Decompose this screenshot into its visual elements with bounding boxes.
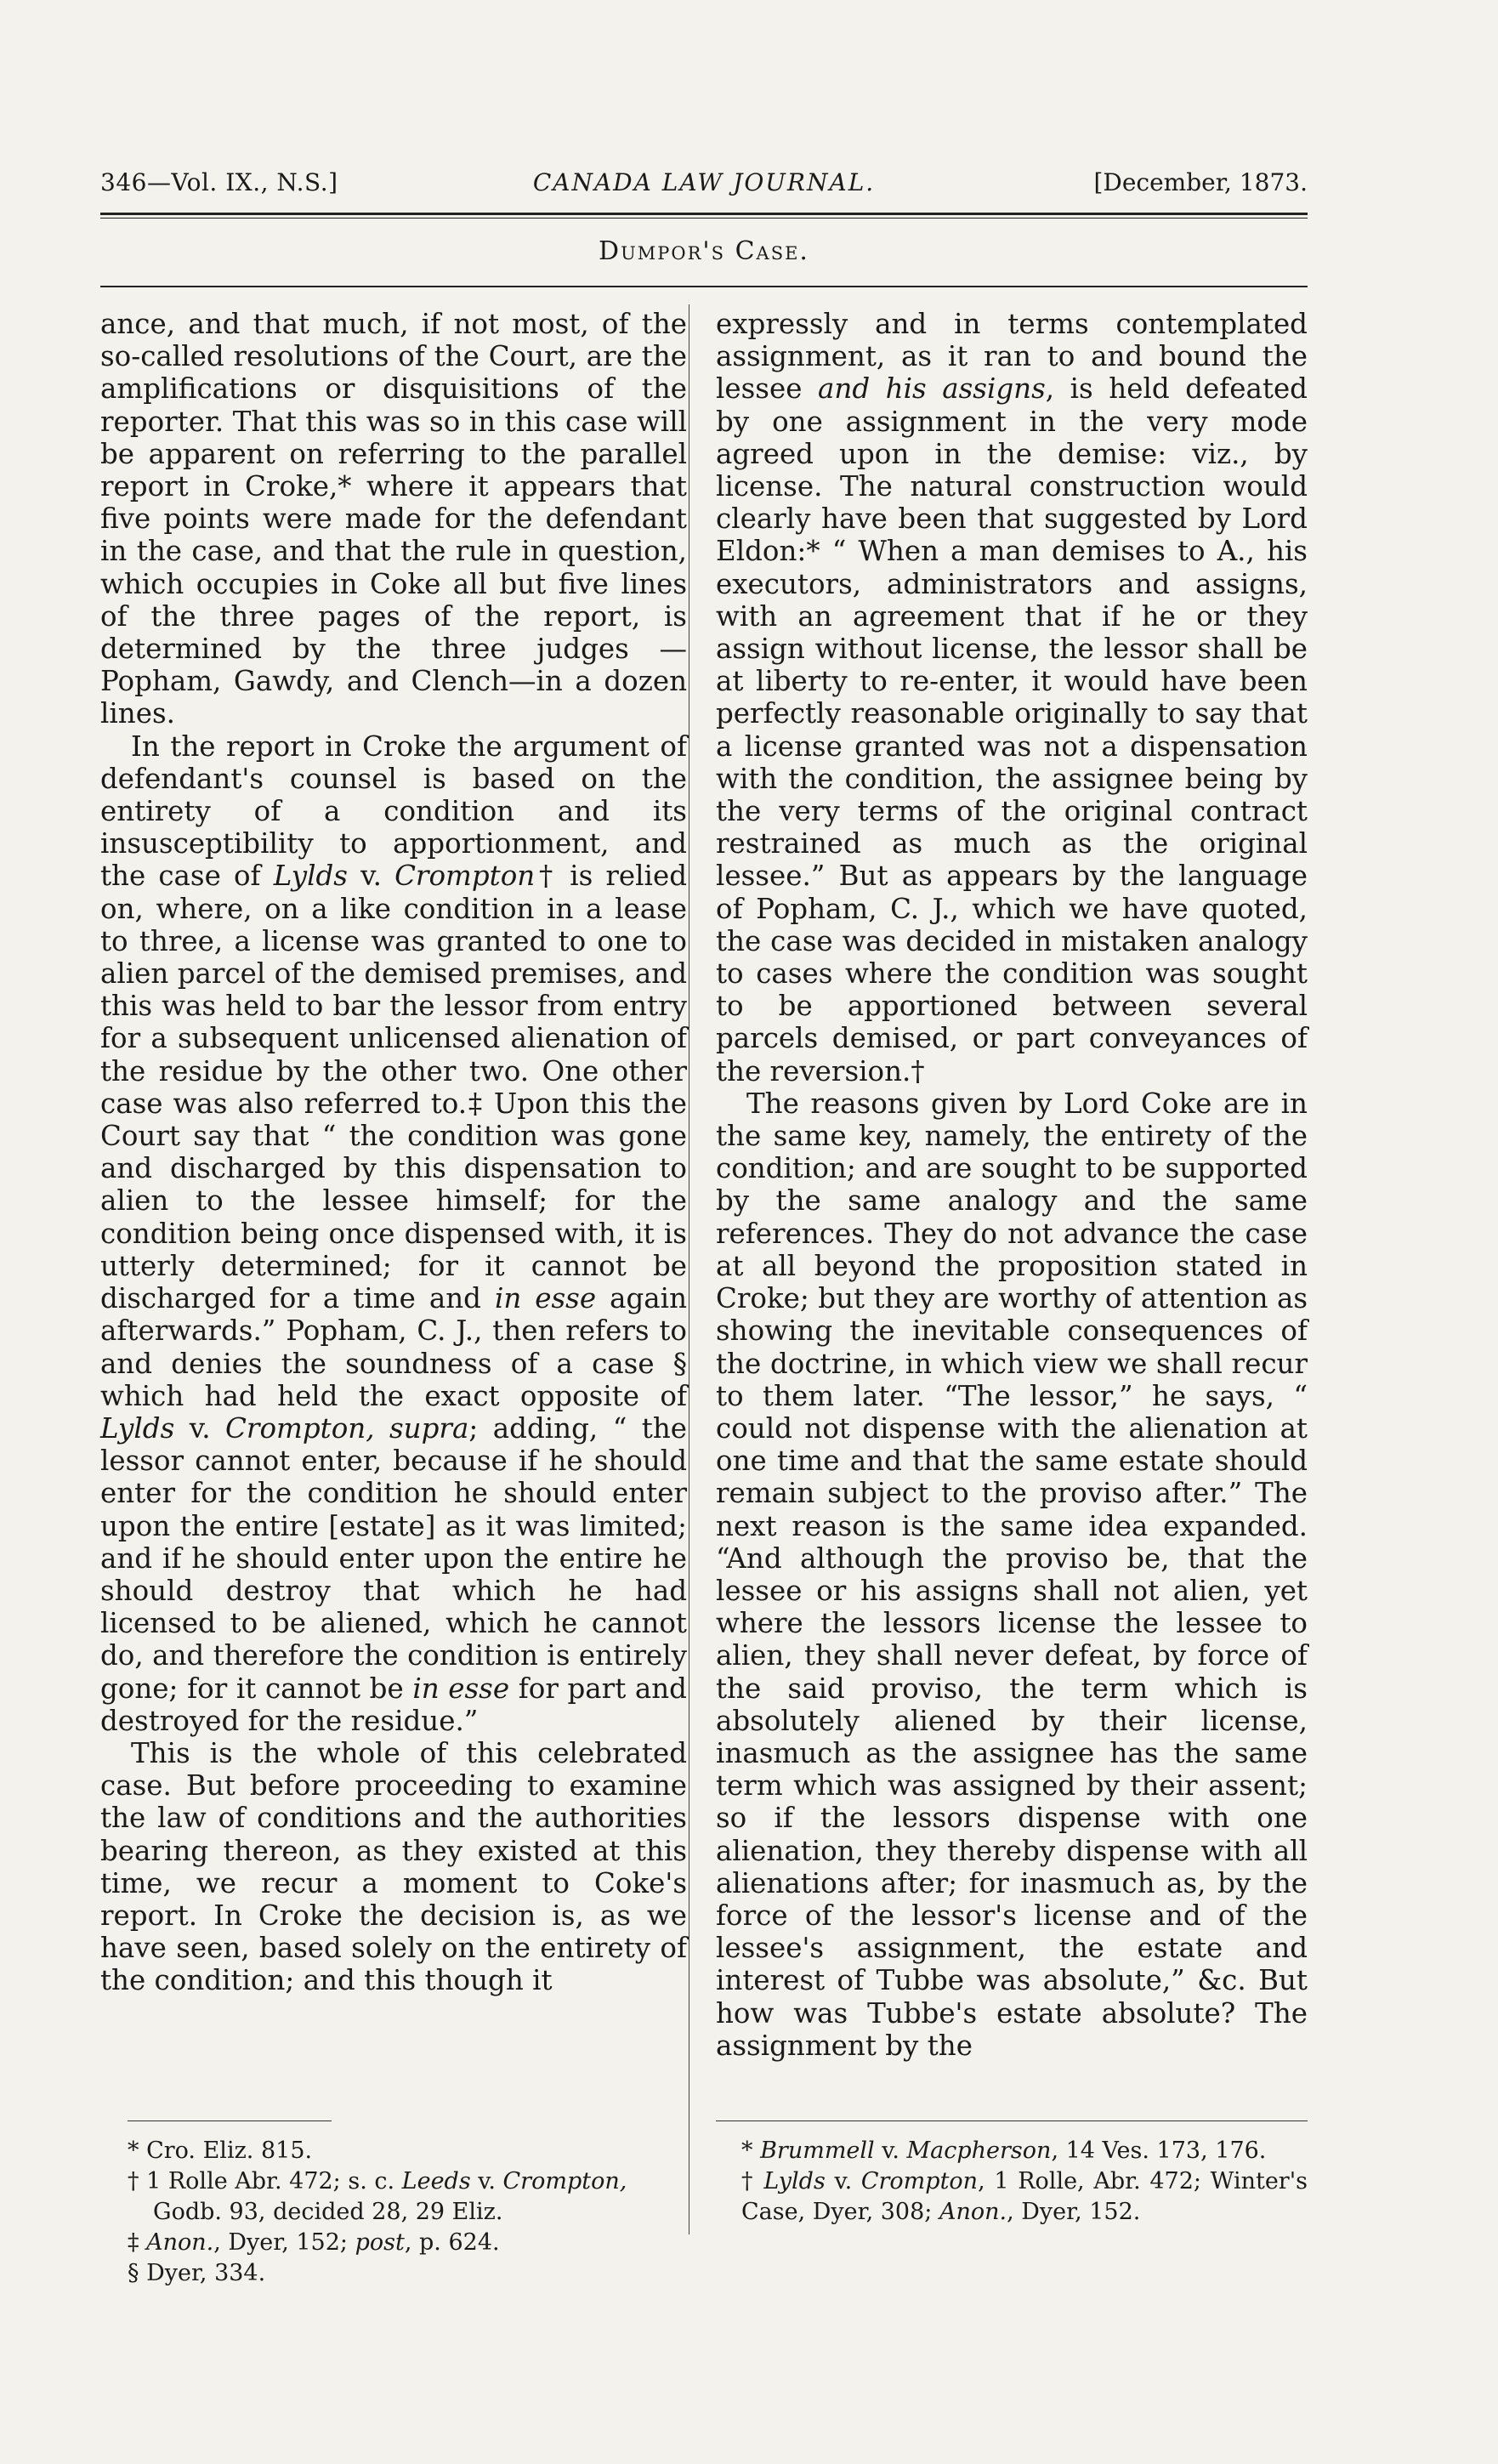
left-column <box>100 308 687 1997</box>
footnote: ‡ Anon., Dyer, 152; post, p. 624. <box>128 2229 500 2256</box>
footnote: † 1 Rolle Abr. 472; s. c. Leeds v. Crompton, Godb. 93, decided 28, 29 Eliz. <box>128 2168 627 2225</box>
running-header <box>100 168 1308 202</box>
header-rule-thick <box>100 213 1308 215</box>
footnote: * Brummell v. Macpherson, 14 Ves. 173, 176. <box>741 2138 1267 2164</box>
header-rule-thin <box>100 218 1308 219</box>
footnote: § Dyer, 334. <box>128 2260 266 2286</box>
issue-date: [December, 1873. <box>1093 168 1308 196</box>
footnotes-right <box>741 2136 1308 2228</box>
right-column <box>716 308 1308 2062</box>
journal-title: CANADA LAW JOURNAL. <box>532 168 876 196</box>
right-paragraph-1: expressly and in terms contemplated assignment, as it ran to and bound the lessee and his assigns, is held defeated by one assignment in the very mode agreed upon in the demise: viz., by license. The natural construction would clearly have been that suggested by Lord Eldon:* “ When a man demises to A., his executors, administrators and assigns, with an agreement that if he or they assign without license, the lessor shall be at liberty to re-enter, it would have been perfectly reasonable originally to say that a license granted was not a dispensation with the condition, the assignee being by the very terms of the original contract restrained as much as the original lessee.” But as appears by the language of Popham, C. J., which we have quoted, the case was decided in mistaken analogy to cases where the condition was sought to be apportioned between several parcels demised, or part conveyances of the reversion.† <box>716 308 1308 1087</box>
left-paragraph-1: ance, and that much, if not most, of the so-called resolutions of the Court, are the amplifications or disquisitions of the reporter. That this was so in this case will be apparent on referring to the parallel report in Croke,* where it appears that five points were made for the defendant in the case, and that the rule in question, which occupies in Coke all but five lines of the three pages of the report, is determined by the three judges —Popham, Gawdy, and Clench—in a dozen lines. <box>100 308 687 730</box>
page-reference: 346—Vol. IX., N.S.] <box>100 168 338 196</box>
footnote: † Lylds v. Crompton, 1 Rolle, Abr. 472; Winter's Case, Dyer, 308; Anon., Dyer, 152. <box>741 2168 1308 2225</box>
right-paragraph-2: The reasons given by Lord Coke are in the same key, namely, the entirety of the condition; and are sought to be supported by the same analogy and the same references. They do not advance the case at all beyond the proposition stated in Croke; but they are worthy of attention as showing the inevitable consequences of the doctrine, in which view we shall recur to them later. “The lessor,” he says, “ could not dispense with the alienation at one time and that the same estate should remain subject to the proviso after.” The next reason is the same idea expanded. “And although the proviso be, that the lessee or his assigns shall not alien, yet where the lessors license the lessee to alien, they shall never defeat, by force of the said proviso, the term which is absolutely aliened by their license, inasmuch as the assignee has the same term which was assigned by their assent; so if the lessors dispense with one alienation, they thereby dispense with all alienations after; for inasmuch as, by the force of the lessor's license and of the lessee's assignment, the estate and interest of Tubbe was absolute,” &c. But how was Tubbe's estate absolute? The assignment by the <box>716 1087 1308 2062</box>
section-rule <box>100 286 1308 287</box>
footnote: * Cro. Eliz. 815. <box>128 2138 313 2164</box>
footnotes-left <box>128 2136 687 2289</box>
section-title: Dumpor's Case. <box>599 236 809 266</box>
left-paragraph-3: This is the whole of this celebrated case. But before proceeding to examine the law of conditions and the authorities bearing thereon, as they existed at this time, we recur a moment to Coke's report. In Croke the decision is, as we have seen, based solely on the entirety of the condition; and this though it <box>100 1736 687 1997</box>
left-paragraph-2: In the report in Croke the argument of defendant's counsel is based on the entirety of a condition and its insusceptibility to apportionment, and the case of Lylds v. Crompton† is relied on, where, on a like condition in a lease to three, a license was granted to one to alien parcel of the demised premises, and this was held to bar the lessor from entry for a subsequent unlicensed alienation of the residue by the other two. One other case was also referred to.‡ Upon this the Court say that “ the condition was gone and discharged by this dispensation to alien to the lessee himself; for the condition being once dispensed with, it is utterly determined; for it cannot be discharged for a time and in esse again afterwards.” Popham, C. J., then refers to and denies the soundness of a case § which had held the exact opposite of Lylds v. Crompton, supra; adding, “ the lessor cannot enter, because if he should enter for the condition he should enter upon the entire [estate] as it was limited; and if he should enter upon the entire he should destroy that which he had licensed to be aliened, which he cannot do, and therefore the condition is entirely gone; for it cannot be in esse for part and destroyed for the residue.” <box>100 730 688 1737</box>
